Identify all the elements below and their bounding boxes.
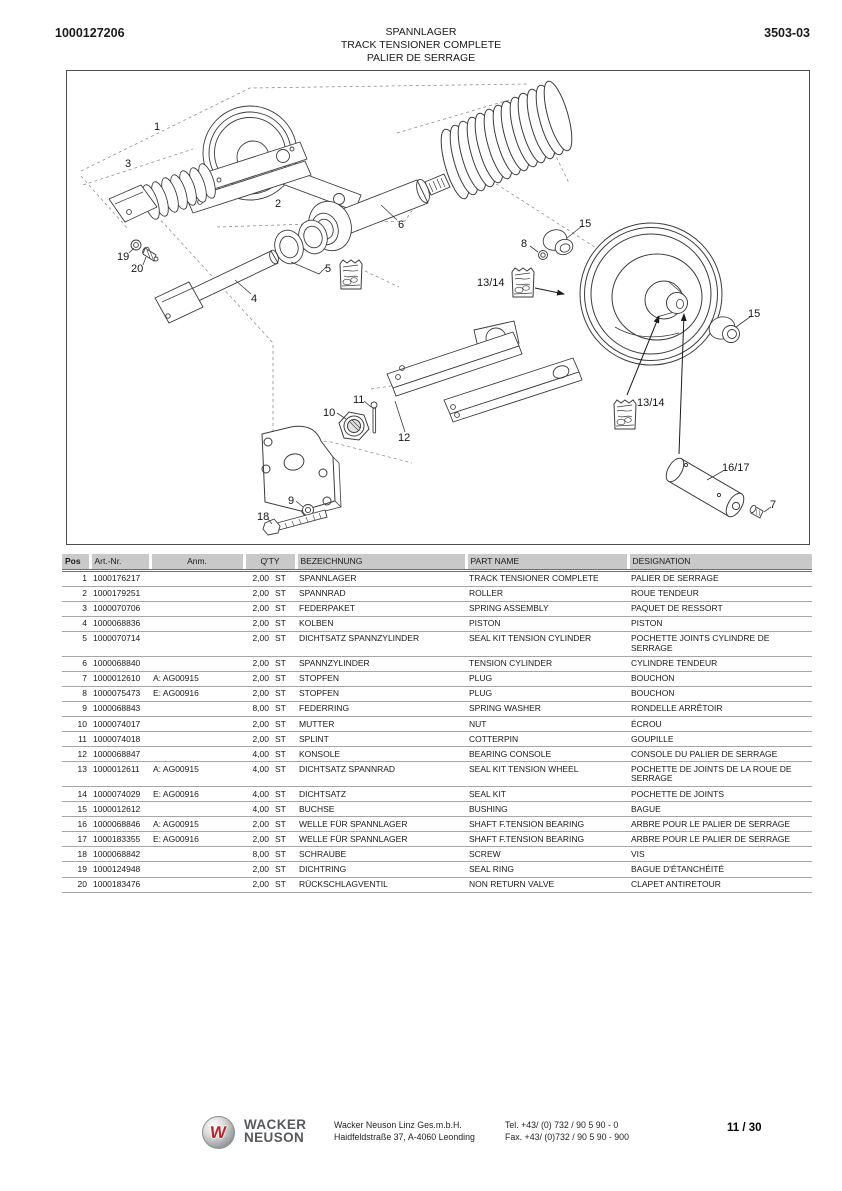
- table-row: [62, 847, 812, 862]
- cell-bezeichnung: WELLE FÜR SPANNLAGER: [299, 818, 408, 829]
- cell-pos: 1: [82, 573, 87, 584]
- cell-art-nr: 1000070706: [93, 603, 141, 614]
- cell-anm: [150, 847, 244, 862]
- table-row: [62, 601, 812, 616]
- cell-pos: 10: [77, 718, 87, 729]
- contact-numbers: [505, 1119, 629, 1143]
- qty-value: 2,00: [252, 588, 269, 599]
- cell-anm: [150, 631, 244, 656]
- qty-value: 2,00: [252, 633, 269, 644]
- wacker-neuson-logo-icon: [202, 1116, 235, 1149]
- cell-designation: PALIER DE SERRAGE: [631, 573, 719, 584]
- logo-w-letter: W: [209, 1123, 228, 1142]
- qty-value: 4,00: [252, 788, 269, 799]
- cell-art-nr: 1000070714: [93, 633, 141, 644]
- table-row: [62, 732, 812, 747]
- callout-6: 6: [398, 219, 405, 231]
- cell-pos: 3: [82, 603, 87, 614]
- cell-art-nr: 1000068836: [93, 618, 141, 629]
- cell-art-nr: 1000183355: [93, 833, 141, 844]
- qty-unit: ST: [275, 818, 286, 829]
- table-row: [62, 586, 812, 601]
- seal-kit-bag-13-14-bottom: [614, 400, 636, 429]
- cell-bezeichnung: DICHTSATZ SPANNRAD: [299, 763, 396, 774]
- qty-unit: ST: [275, 833, 286, 844]
- cell-qty: [244, 847, 296, 862]
- cell-bezeichnung: SPANNZYLINDER: [299, 658, 370, 669]
- cell-qty: [244, 762, 296, 787]
- cell-bezeichnung: DICHTRING: [299, 863, 347, 874]
- cell-anm: [150, 732, 244, 747]
- cell-art-nr: 1000179251: [93, 588, 141, 599]
- part-roller-wheel: [580, 223, 722, 365]
- document-number: 1000127206: [55, 26, 125, 40]
- brand-line-2: NEUSON: [244, 1130, 305, 1145]
- callout-3: 3: [125, 158, 132, 170]
- qty-unit: ST: [275, 618, 286, 629]
- cell-qty: [244, 802, 296, 817]
- cell-qty: [244, 616, 296, 631]
- callout-15-top: 15: [579, 218, 592, 230]
- cell-part-name: COTTERPIN: [469, 733, 519, 744]
- qty-unit: ST: [275, 803, 286, 814]
- table-row: [62, 832, 812, 847]
- col-header-pos: Pos: [62, 554, 90, 570]
- cell-designation: BOUCHON: [631, 688, 675, 699]
- cell-designation: BOUCHON: [631, 673, 675, 684]
- qty-value: 2,00: [252, 718, 269, 729]
- page-title: [0, 26, 842, 65]
- callout-1: 1: [154, 121, 161, 133]
- table-row: [62, 877, 812, 892]
- cell-pos: 11: [78, 733, 87, 744]
- title-german: SPANNLAGER: [385, 26, 457, 38]
- callout-10: 10: [323, 407, 336, 419]
- cell-anm: [150, 717, 244, 732]
- cell-pos: 9: [82, 703, 87, 714]
- cell-pos: 16: [77, 818, 87, 829]
- qty-value: 8,00: [252, 848, 269, 859]
- table-row: [62, 701, 812, 716]
- qty-value: 8,00: [252, 703, 269, 714]
- cell-pos: 6: [82, 658, 87, 669]
- col-header-qty: Q'TY: [244, 554, 296, 570]
- cell-anm: [150, 877, 244, 892]
- cell-art-nr: 1000068840: [93, 658, 141, 669]
- cell-part-name: SPRING WASHER: [469, 703, 541, 714]
- part-plug-8: [539, 251, 548, 260]
- cell-designation: RONDELLE ARRÊTOIR: [631, 703, 723, 714]
- seal-kit-bag-13-14-left: [512, 268, 534, 297]
- cell-designation: PISTON: [631, 618, 663, 629]
- table-row: [62, 817, 812, 832]
- cell-bezeichnung: KOLBEN: [299, 618, 334, 629]
- cell-designation: CLAPET ANTIRETOUR: [631, 879, 721, 890]
- callout-13-14-bottom: 13/14: [637, 397, 665, 409]
- cell-part-name: TRACK TENSIONER COMPLETE: [469, 573, 599, 584]
- part-plug-7: [749, 504, 763, 518]
- page-number: 11 / 30: [727, 1122, 762, 1134]
- qty-value: 2,00: [252, 833, 269, 844]
- qty-value: 2,00: [252, 818, 269, 829]
- cell-bezeichnung: FEDERRING: [299, 703, 350, 714]
- cell-pos: 5: [82, 633, 87, 644]
- qty-unit: ST: [275, 788, 286, 799]
- cell-anm: [150, 747, 244, 762]
- footer: [200, 1110, 810, 1156]
- qty-unit: ST: [275, 763, 286, 774]
- part-spring-pack: [139, 162, 218, 221]
- cell-designation: POCHETTE JOINTS CYLINDRE DE SERRAGE: [631, 633, 770, 654]
- cell-art-nr: 1000068843: [93, 703, 141, 714]
- part-valve-20: [141, 246, 158, 261]
- qty-unit: ST: [275, 703, 286, 714]
- fax-number: Fax. +43/ (0)732 / 90 5 90 - 900: [505, 1132, 629, 1142]
- company-street: Haidfeldstraße 37, A-4060 Leonding: [334, 1132, 475, 1142]
- qty-value: 4,00: [252, 803, 269, 814]
- cell-qty: [244, 862, 296, 877]
- qty-unit: ST: [275, 673, 286, 684]
- cell-anm: A: AG00915: [153, 673, 199, 684]
- cell-pos: 12: [77, 748, 87, 759]
- cell-designation: ARBRE POUR LE PALIER DE SERRAGE: [631, 833, 791, 844]
- qty-unit: ST: [275, 688, 286, 699]
- cell-qty: [244, 586, 296, 601]
- part-seal-ring-19: [131, 240, 141, 250]
- cell-part-name: SEAL RING: [469, 863, 515, 874]
- cell-part-name: SHAFT F.TENSION BEARING: [469, 818, 585, 829]
- qty-value: 2,00: [252, 618, 269, 629]
- cell-anm: [150, 656, 244, 671]
- qty-value: 2,00: [252, 658, 269, 669]
- cell-art-nr: 1000012611: [93, 763, 140, 774]
- qty-value: 2,00: [252, 688, 269, 699]
- qty-value: 4,00: [252, 748, 269, 759]
- cell-art-nr: 1000012612: [93, 803, 141, 814]
- qty-value: 2,00: [252, 733, 269, 744]
- table-row: [62, 616, 812, 631]
- cell-part-name: NUT: [469, 718, 487, 729]
- cell-anm: [150, 601, 244, 616]
- cell-qty: [244, 686, 296, 701]
- cell-art-nr: 1000176217: [93, 573, 141, 584]
- cell-designation: CONSOLE DU PALIER DE SERRAGE: [631, 748, 778, 759]
- callout-20: 20: [131, 263, 144, 275]
- brand-line-1: WACKER: [244, 1117, 307, 1132]
- cell-bezeichnung: MUTTER: [299, 718, 335, 729]
- col-header-part-name: PART NAME: [466, 554, 628, 570]
- cell-bezeichnung: STOPFEN: [299, 688, 339, 699]
- cell-art-nr: 1000074018: [93, 733, 141, 744]
- col-header-bezeichnung: BEZEICHNUNG: [296, 554, 466, 570]
- callout-12: 12: [398, 432, 411, 444]
- table-row: [62, 631, 812, 656]
- cell-anm: E: AG00916: [153, 833, 199, 844]
- cell-bezeichnung: SPLINT: [299, 733, 329, 744]
- cell-anm: [150, 616, 244, 631]
- col-header-designation: DESIGNATION: [628, 554, 812, 570]
- cell-pos: 4: [82, 618, 87, 629]
- cell-designation: BAGUE D'ÉTANCHÉITÉ: [631, 863, 725, 874]
- cell-art-nr: 1000075473: [93, 688, 141, 699]
- callout-9: 9: [288, 495, 295, 507]
- cell-part-name: ROLLER: [469, 588, 504, 599]
- cell-part-name: SEAL KIT TENSION WHEEL: [469, 763, 579, 774]
- qty-unit: ST: [275, 603, 286, 614]
- callout-5: 5: [325, 263, 332, 275]
- cell-art-nr: 1000074029: [93, 788, 141, 799]
- seal-kit-bag-5: [340, 260, 362, 289]
- cell-designation: POCHETTE DE JOINTS DE LA ROUE DE SERRAGE: [631, 763, 792, 784]
- cell-bezeichnung: SCHRAUBE: [299, 848, 347, 859]
- cell-bezeichnung: KONSOLE: [299, 748, 341, 759]
- callout-13-14-left: 13/14: [477, 277, 505, 289]
- cell-art-nr: 1000124948: [93, 863, 141, 874]
- title-french: PALIER DE SERRAGE: [366, 52, 476, 64]
- cell-pos: 8: [82, 688, 87, 699]
- sheet-code: 3503-03: [764, 26, 810, 40]
- cell-anm: [150, 586, 244, 601]
- cell-bezeichnung: FEDERPAKET: [299, 603, 356, 614]
- parts-table-body: [62, 570, 812, 892]
- cell-art-nr: 1000068842: [93, 848, 141, 859]
- cell-qty: [244, 671, 296, 686]
- callout-19: 19: [117, 251, 130, 263]
- title-english: TRACK TENSIONER COMPLETE: [340, 39, 502, 51]
- cell-pos: 20: [77, 879, 87, 890]
- part-flange-bracket: [262, 426, 341, 516]
- cell-qty: [244, 570, 296, 586]
- table-row: [62, 656, 812, 671]
- cell-part-name: SEAL KIT TENSION CYLINDER: [469, 633, 592, 644]
- callout-11: 11: [353, 394, 365, 406]
- qty-unit: ST: [275, 573, 286, 584]
- cell-anm: E: AG00916: [153, 688, 199, 699]
- exploded-view-diagram: [66, 70, 810, 545]
- cell-pos: 17: [77, 833, 87, 844]
- cell-pos: 15: [77, 803, 87, 814]
- cell-designation: VIS: [631, 848, 645, 859]
- qty-unit: ST: [275, 588, 286, 599]
- qty-value: 2,00: [252, 673, 269, 684]
- table-row: [62, 862, 812, 877]
- part-bearing-console: [387, 321, 582, 422]
- cell-pos: 14: [77, 788, 87, 799]
- qty-value: 2,00: [252, 603, 269, 614]
- table-row: [62, 802, 812, 817]
- qty-value: 2,00: [252, 863, 269, 874]
- cell-part-name: SEAL KIT: [469, 788, 507, 799]
- phone-number: Tel. +43/ (0) 732 / 90 5 90 - 0: [505, 1120, 619, 1130]
- cell-part-name: SCREW: [469, 848, 501, 859]
- cell-art-nr: 1000068846: [93, 818, 141, 829]
- cell-bezeichnung: DICHTSATZ: [299, 788, 347, 799]
- cell-anm: [150, 570, 244, 586]
- cell-pos: 13: [77, 763, 87, 774]
- cell-designation: POCHETTE DE JOINTS: [631, 788, 725, 799]
- cell-anm: A: AG00915: [153, 763, 199, 774]
- cell-part-name: PLUG: [469, 688, 493, 699]
- cell-pos: 18: [77, 848, 87, 859]
- qty-unit: ST: [275, 848, 286, 859]
- cell-qty: [244, 787, 296, 802]
- cell-qty: [244, 656, 296, 671]
- cell-pos: 2: [82, 588, 87, 599]
- callout-16-17: 16/17: [722, 462, 750, 474]
- parts-table-header: [62, 554, 812, 570]
- diagram-svg: [67, 71, 811, 546]
- table-row: [62, 747, 812, 762]
- cell-art-nr: 1000183476: [93, 879, 141, 890]
- cell-designation: ARBRE POUR LE PALIER DE SERRAGE: [631, 818, 791, 829]
- cell-pos: 7: [82, 673, 87, 684]
- callout-15-right: 15: [748, 308, 761, 320]
- callout-4: 4: [251, 293, 258, 305]
- col-header-art-nr: Art.-Nr.: [90, 554, 150, 570]
- cell-bezeichnung: RÜCKSCHLAGVENTIL: [299, 879, 388, 890]
- cell-anm: E: AG00916: [153, 788, 199, 799]
- part-nut: [339, 412, 369, 440]
- cell-qty: [244, 631, 296, 656]
- callout-8: 8: [521, 238, 528, 250]
- qty-unit: ST: [275, 718, 286, 729]
- cell-bezeichnung: SPANNRAD: [299, 588, 346, 599]
- cell-bezeichnung: SPANNLAGER: [299, 573, 357, 584]
- callout-7: 7: [770, 499, 777, 511]
- qty-value: 2,00: [252, 879, 269, 890]
- table-row: [62, 787, 812, 802]
- company-address: [334, 1119, 475, 1143]
- table-row: [62, 570, 812, 586]
- cell-art-nr: 1000068847: [93, 748, 141, 759]
- brand-wordmark: [244, 1118, 306, 1144]
- cell-qty: [244, 601, 296, 616]
- cell-qty: [244, 732, 296, 747]
- cell-anm: [150, 862, 244, 877]
- cell-designation: PAQUET DE RESSORT: [631, 603, 723, 614]
- part-piston: [155, 249, 280, 323]
- qty-unit: ST: [275, 863, 286, 874]
- cell-part-name: SPRING ASSEMBLY: [469, 603, 549, 614]
- cell-qty: [244, 832, 296, 847]
- company-name: Wacker Neuson Linz Ges.m.b.H.: [334, 1120, 462, 1130]
- table-row: [62, 762, 812, 787]
- cell-bezeichnung: STOPFEN: [299, 673, 339, 684]
- cell-part-name: TENSION CYLINDER: [469, 658, 553, 669]
- cell-qty: [244, 817, 296, 832]
- qty-value: 4,00: [252, 763, 269, 774]
- cell-part-name: BUSHING: [469, 803, 508, 814]
- cell-pos: 19: [77, 863, 87, 874]
- table-row: [62, 686, 812, 701]
- cell-part-name: SHAFT F.TENSION BEARING: [469, 833, 585, 844]
- cell-part-name: PLUG: [469, 673, 493, 684]
- qty-unit: ST: [275, 733, 286, 744]
- qty-value: 2,00: [252, 573, 269, 584]
- table-row: [62, 717, 812, 732]
- cell-anm: [150, 802, 244, 817]
- qty-unit: ST: [275, 633, 286, 644]
- callout-18: 18: [257, 511, 270, 523]
- cell-qty: [244, 717, 296, 732]
- callout-2: 2: [275, 198, 282, 210]
- cell-art-nr: 1000074017: [93, 718, 141, 729]
- cell-part-name: PISTON: [469, 618, 501, 629]
- cell-part-name: NON RETURN VALVE: [469, 879, 555, 890]
- cell-designation: ÉCROU: [631, 718, 662, 729]
- table-row: [62, 671, 812, 686]
- cell-designation: GOUPILLE: [631, 733, 674, 744]
- qty-unit: ST: [275, 879, 286, 890]
- cell-anm: [150, 701, 244, 716]
- cell-qty: [244, 877, 296, 892]
- cell-designation: ROUE TENDEUR: [631, 588, 699, 599]
- cell-bezeichnung: DICHTSATZ SPANNZYLINDER: [299, 633, 420, 644]
- cell-art-nr: 1000012610: [93, 673, 141, 684]
- cell-qty: [244, 701, 296, 716]
- cell-designation: CYLINDRE TENDEUR: [631, 658, 718, 669]
- cell-qty: [244, 747, 296, 762]
- part-spring-assembly: [435, 79, 577, 202]
- part-screw: [263, 510, 327, 535]
- cell-part-name: BEARING CONSOLE: [469, 748, 552, 759]
- cell-bezeichnung: WELLE FÜR SPANNLAGER: [299, 833, 408, 844]
- qty-unit: ST: [275, 748, 286, 759]
- col-header-anm: Anm.: [150, 554, 244, 570]
- cell-bezeichnung: BUCHSE: [299, 803, 335, 814]
- cell-anm: A: AG00915: [153, 818, 199, 829]
- qty-unit: ST: [275, 658, 286, 669]
- cell-designation: BAGUE: [631, 803, 661, 814]
- part-cotterpin: [371, 402, 377, 433]
- parts-table: [62, 554, 812, 893]
